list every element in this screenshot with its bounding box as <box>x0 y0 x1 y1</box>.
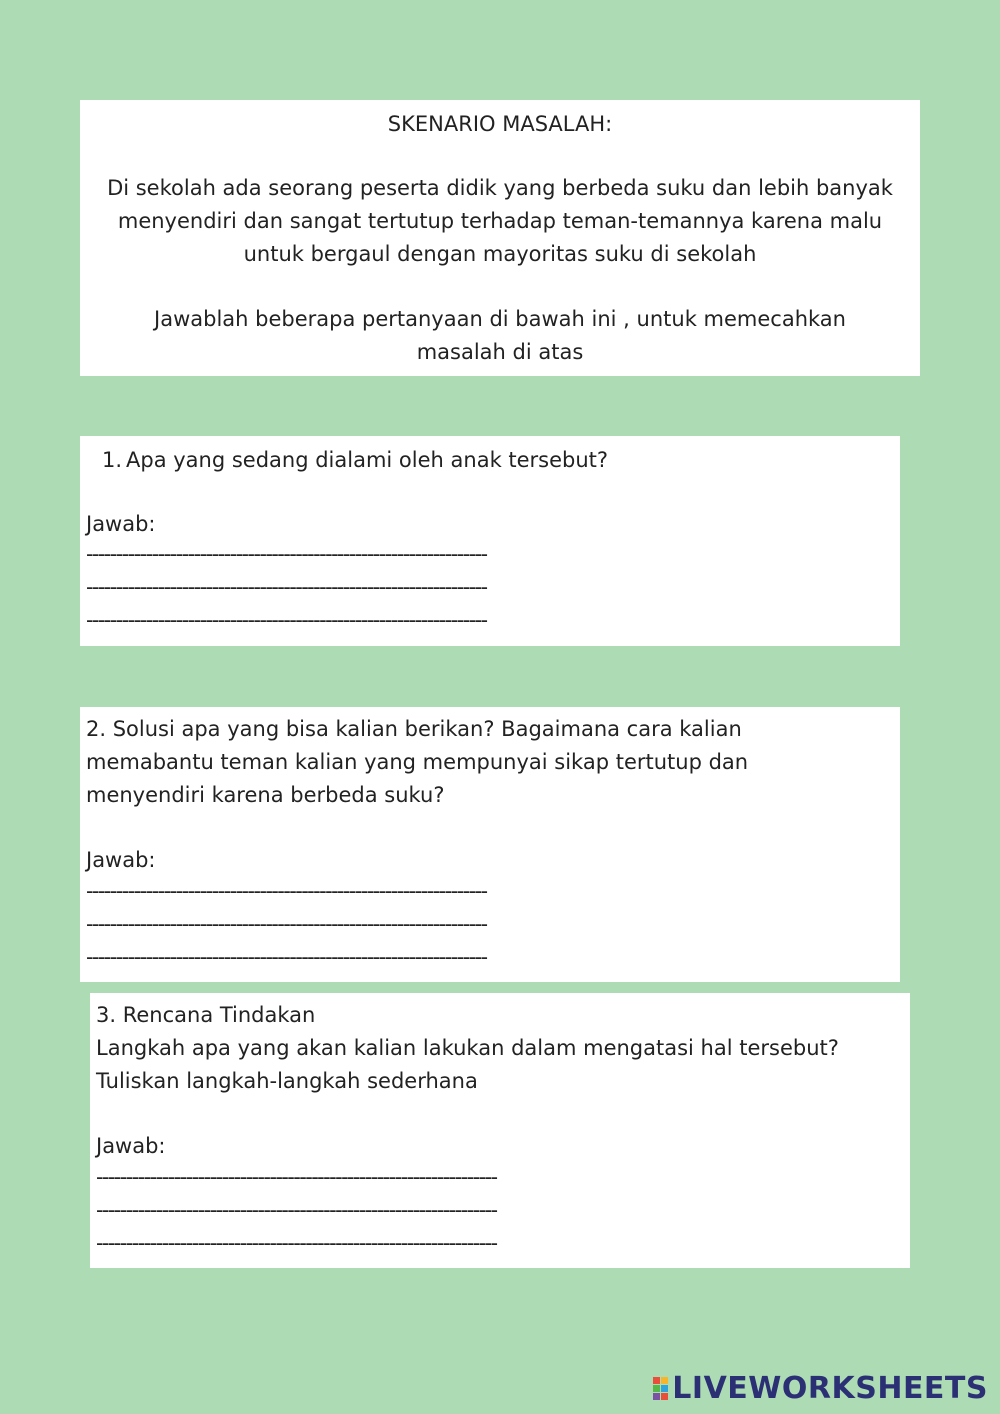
question-1-text: Apa yang sedang dialami oleh anak tersebut? <box>126 448 609 472</box>
question-3-answer-line-3[interactable]: ------------------------------------------------------------------- <box>96 1231 497 1255</box>
scenario-description-line-3: untuk bergaul dengan mayoritas suku di sekolah <box>243 242 757 266</box>
question-3-line-2: Tuliskan langkah-langkah sederhana <box>96 1069 478 1093</box>
question-3-card <box>90 993 910 1268</box>
question-1-answer-label: Jawab: <box>86 512 156 536</box>
question-1-card <box>80 436 900 646</box>
question-2-card <box>80 707 900 982</box>
question-2-answer-line-3[interactable]: ------------------------------------------------------------------- <box>86 945 487 969</box>
scenario-description-line-1: Di sekolah ada seorang peserta didik yang berbeda suku dan lebih banyak <box>107 176 893 200</box>
scenario-card <box>80 100 920 376</box>
question-2-answer-line-2[interactable]: ------------------------------------------------------------------- <box>86 912 487 936</box>
question-3-answer-label: Jawab: <box>96 1134 166 1158</box>
question-1-number: 1. <box>102 448 123 472</box>
question-1-answer-line-2[interactable]: ------------------------------------------------------------------- <box>86 575 487 599</box>
question-2-answer-label: Jawab: <box>86 848 156 872</box>
question-2-answer-line-1[interactable]: ------------------------------------------------------------------- <box>86 879 487 903</box>
liveworksheets-logo <box>653 1371 988 1406</box>
question-1-answer-line-3[interactable]: ------------------------------------------------------------------- <box>86 608 487 632</box>
question-3-heading: 3. Rencana Tindakan <box>96 1003 316 1027</box>
question-2-line-2: memabantu teman kalian yang mempunyai sikap tertutup dan <box>86 750 749 774</box>
scenario-instruction-line-2: masalah di atas <box>416 340 584 364</box>
question-1-answer-line-1[interactable]: ------------------------------------------------------------------- <box>86 542 487 566</box>
question-2-line-1: 2. Solusi apa yang bisa kalian berikan? Bagaimana cara kalian <box>86 717 742 741</box>
scenario-instruction-line-1: Jawablah beberapa pertanyaan di bawah ini , untuk memecahkan <box>154 307 846 331</box>
question-3-answer-line-1[interactable]: ------------------------------------------------------------------- <box>96 1165 497 1189</box>
liveworksheets-wordmark: LIVEWORKSHEETS <box>672 1371 988 1406</box>
question-3-line-1: Langkah apa yang akan kalian lakukan dalam mengatasi hal tersebut? <box>96 1036 839 1060</box>
scenario-title: SKENARIO MASALAH: <box>387 112 613 136</box>
liveworksheets-mark-icon <box>653 1377 668 1400</box>
question-3-answer-line-2[interactable]: ------------------------------------------------------------------- <box>96 1198 497 1222</box>
question-2-line-3: menyendiri karena berbeda suku? <box>86 783 445 807</box>
scenario-description-line-2: menyendiri dan sangat tertutup terhadap teman-temannya karena malu <box>117 209 883 233</box>
